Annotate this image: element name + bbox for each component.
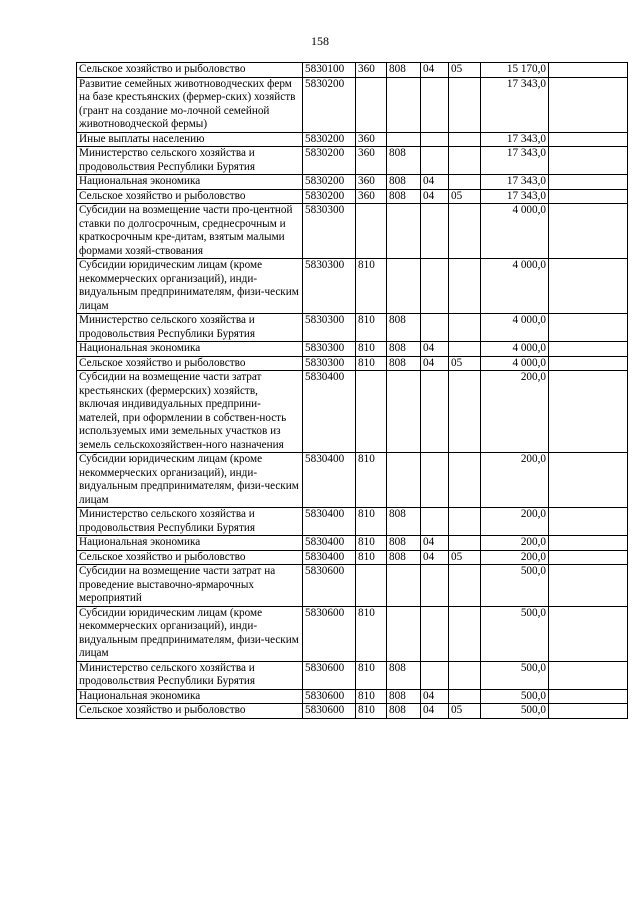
cell-section <box>421 371 449 453</box>
cell-section: 04 <box>421 704 449 719</box>
cell-target-code: 5830600 <box>303 689 356 704</box>
cell-expense-type <box>356 565 387 607</box>
cell-ministry-code <box>387 453 421 508</box>
cell-empty <box>549 175 628 190</box>
cell-ministry-code: 808 <box>387 508 421 536</box>
cell-empty <box>549 147 628 175</box>
cell-subsection <box>449 259 481 314</box>
cell-section: 04 <box>421 189 449 204</box>
table-row <box>77 175 628 190</box>
cell-subsection <box>449 689 481 704</box>
table-row <box>77 550 628 565</box>
cell-subsection <box>449 147 481 175</box>
cell-subsection: 05 <box>449 704 481 719</box>
cell-name: Национальная экономика <box>77 342 303 357</box>
cell-expense-type: 810 <box>356 342 387 357</box>
table-row <box>77 704 628 719</box>
cell-name: Национальная экономика <box>77 536 303 551</box>
budget-table <box>76 62 628 719</box>
cell-name: Субсидии на возмещение части про-центной ставки по долгосрочным, среднесрочным и краткосрочным кре-дитам, взятым малыми формами хозяй-ствования <box>77 204 303 259</box>
cell-ministry-code: 808 <box>387 356 421 371</box>
table-row <box>77 565 628 607</box>
cell-target-code: 5830200 <box>303 77 356 132</box>
table-row <box>77 77 628 132</box>
cell-amount: 15 170,0 <box>481 63 549 78</box>
cell-empty <box>549 689 628 704</box>
cell-section <box>421 661 449 689</box>
cell-ministry-code: 808 <box>387 63 421 78</box>
table-row <box>77 63 628 78</box>
cell-target-code: 5830200 <box>303 175 356 190</box>
cell-subsection <box>449 314 481 342</box>
cell-ministry-code <box>387 77 421 132</box>
cell-target-code: 5830300 <box>303 314 356 342</box>
cell-subsection <box>449 536 481 551</box>
cell-section: 04 <box>421 536 449 551</box>
cell-subsection <box>449 342 481 357</box>
cell-ministry-code <box>387 606 421 661</box>
cell-empty <box>549 565 628 607</box>
cell-subsection <box>449 371 481 453</box>
table-row <box>77 606 628 661</box>
cell-expense-type: 810 <box>356 661 387 689</box>
cell-amount: 200,0 <box>481 508 549 536</box>
cell-name: Министерство сельского хозяйства и продовольствия Республики Бурятия <box>77 147 303 175</box>
cell-name: Иные выплаты населению <box>77 132 303 147</box>
cell-empty <box>549 704 628 719</box>
cell-ministry-code <box>387 204 421 259</box>
cell-empty <box>549 204 628 259</box>
cell-section: 04 <box>421 550 449 565</box>
cell-ministry-code: 808 <box>387 536 421 551</box>
cell-expense-type <box>356 77 387 132</box>
cell-target-code: 5830400 <box>303 453 356 508</box>
cell-amount: 4 000,0 <box>481 259 549 314</box>
cell-empty <box>549 536 628 551</box>
cell-target-code: 5830600 <box>303 565 356 607</box>
cell-section <box>421 453 449 508</box>
table-row <box>77 189 628 204</box>
cell-expense-type: 810 <box>356 536 387 551</box>
cell-amount: 200,0 <box>481 371 549 453</box>
cell-ministry-code: 808 <box>387 314 421 342</box>
cell-empty <box>549 314 628 342</box>
cell-expense-type: 810 <box>356 508 387 536</box>
cell-amount: 4 000,0 <box>481 314 549 342</box>
cell-target-code: 5830300 <box>303 204 356 259</box>
cell-name: Развитие семейных животноводческих ферм на базе крестьянских (фермер-ских) хозяйств (грант на создание мо-лочной семейной животноводческой фермы) <box>77 77 303 132</box>
cell-subsection: 05 <box>449 189 481 204</box>
cell-name: Сельское хозяйство и рыболовство <box>77 704 303 719</box>
cell-amount: 17 343,0 <box>481 189 549 204</box>
cell-section: 04 <box>421 342 449 357</box>
table-row <box>77 147 628 175</box>
table-row <box>77 314 628 342</box>
cell-target-code: 5830300 <box>303 342 356 357</box>
cell-ministry-code: 808 <box>387 704 421 719</box>
cell-empty <box>549 453 628 508</box>
cell-empty <box>549 259 628 314</box>
cell-expense-type: 810 <box>356 689 387 704</box>
cell-amount: 17 343,0 <box>481 147 549 175</box>
cell-name: Сельское хозяйство и рыболовство <box>77 550 303 565</box>
cell-ministry-code <box>387 132 421 147</box>
cell-amount: 500,0 <box>481 689 549 704</box>
cell-name: Министерство сельского хозяйства и продовольствия Республики Бурятия <box>77 314 303 342</box>
cell-subsection: 05 <box>449 550 481 565</box>
cell-subsection <box>449 661 481 689</box>
table-row <box>77 536 628 551</box>
cell-expense-type: 810 <box>356 356 387 371</box>
cell-expense-type: 360 <box>356 63 387 78</box>
cell-section: 04 <box>421 175 449 190</box>
cell-section <box>421 565 449 607</box>
cell-name: Сельское хозяйство и рыболовство <box>77 63 303 78</box>
cell-name: Субсидии на возмещение части затрат крестьянских (фермерских) хозяйств, включая индивидуальных предприни-мателей, при оформлении в собствен-ность используемых ими земельных участков из земель сельскохозяйствен-ного назначения <box>77 371 303 453</box>
cell-target-code: 5830300 <box>303 356 356 371</box>
cell-expense-type: 360 <box>356 189 387 204</box>
table-row <box>77 342 628 357</box>
cell-name: Национальная экономика <box>77 689 303 704</box>
cell-subsection <box>449 565 481 607</box>
cell-section: 04 <box>421 63 449 78</box>
cell-expense-type: 810 <box>356 259 387 314</box>
cell-subsection <box>449 453 481 508</box>
cell-amount: 200,0 <box>481 453 549 508</box>
table-row <box>77 356 628 371</box>
cell-empty <box>549 77 628 132</box>
cell-empty <box>549 508 628 536</box>
cell-amount: 17 343,0 <box>481 132 549 147</box>
cell-subsection <box>449 508 481 536</box>
cell-section <box>421 314 449 342</box>
cell-expense-type: 360 <box>356 147 387 175</box>
cell-target-code: 5830200 <box>303 147 356 175</box>
cell-subsection <box>449 175 481 190</box>
table-row <box>77 259 628 314</box>
table-row <box>77 371 628 453</box>
cell-empty <box>549 356 628 371</box>
cell-empty <box>549 342 628 357</box>
cell-subsection <box>449 606 481 661</box>
cell-amount: 500,0 <box>481 661 549 689</box>
cell-expense-type: 360 <box>356 132 387 147</box>
cell-ministry-code: 808 <box>387 175 421 190</box>
cell-target-code: 5830200 <box>303 132 356 147</box>
cell-name: Субсидии юридическим лицам (кроме некоммерческих организаций), инди-видуальным предпринимателям, физи-ческим лицам <box>77 606 303 661</box>
cell-amount: 500,0 <box>481 606 549 661</box>
cell-target-code: 5830200 <box>303 189 356 204</box>
cell-name: Сельское хозяйство и рыболовство <box>77 189 303 204</box>
cell-target-code: 5830400 <box>303 550 356 565</box>
cell-expense-type: 810 <box>356 606 387 661</box>
cell-target-code: 5830600 <box>303 704 356 719</box>
budget-table-body <box>77 63 628 719</box>
cell-name: Министерство сельского хозяйства и продовольствия Республики Бурятия <box>77 508 303 536</box>
cell-expense-type: 360 <box>356 175 387 190</box>
cell-expense-type <box>356 371 387 453</box>
cell-amount: 200,0 <box>481 536 549 551</box>
cell-amount: 17 343,0 <box>481 77 549 132</box>
cell-section <box>421 259 449 314</box>
cell-target-code: 5830600 <box>303 606 356 661</box>
table-row <box>77 689 628 704</box>
cell-ministry-code <box>387 371 421 453</box>
cell-section <box>421 204 449 259</box>
cell-name: Сельское хозяйство и рыболовство <box>77 356 303 371</box>
cell-empty <box>549 661 628 689</box>
cell-amount: 200,0 <box>481 550 549 565</box>
cell-section <box>421 606 449 661</box>
cell-subsection <box>449 132 481 147</box>
cell-ministry-code: 808 <box>387 147 421 175</box>
cell-ministry-code <box>387 565 421 607</box>
table-row <box>77 508 628 536</box>
cell-target-code: 5830400 <box>303 371 356 453</box>
cell-subsection <box>449 204 481 259</box>
cell-amount: 4 000,0 <box>481 342 549 357</box>
cell-amount: 4 000,0 <box>481 204 549 259</box>
cell-subsection: 05 <box>449 63 481 78</box>
cell-expense-type: 810 <box>356 314 387 342</box>
cell-section <box>421 132 449 147</box>
cell-ministry-code: 808 <box>387 342 421 357</box>
cell-ministry-code <box>387 259 421 314</box>
cell-section <box>421 147 449 175</box>
cell-name: Субсидии юридическим лицам (кроме некоммерческих организаций), инди-видуальным предпринимателям, физи-ческим лицам <box>77 259 303 314</box>
cell-subsection: 05 <box>449 356 481 371</box>
cell-name: Субсидии на возмещение части затрат на проведение выставочно-ярмарочных мероприятий <box>77 565 303 607</box>
cell-target-code: 5830300 <box>303 259 356 314</box>
cell-expense-type: 810 <box>356 704 387 719</box>
cell-target-code: 5830600 <box>303 661 356 689</box>
cell-empty <box>549 550 628 565</box>
cell-amount: 17 343,0 <box>481 175 549 190</box>
cell-section: 04 <box>421 356 449 371</box>
page-number: 158 <box>311 34 329 48</box>
cell-empty <box>549 189 628 204</box>
cell-empty <box>549 132 628 147</box>
cell-empty <box>549 371 628 453</box>
cell-ministry-code: 808 <box>387 189 421 204</box>
cell-name: Национальная экономика <box>77 175 303 190</box>
cell-expense-type: 810 <box>356 550 387 565</box>
cell-empty <box>549 63 628 78</box>
cell-target-code: 5830100 <box>303 63 356 78</box>
cell-amount: 500,0 <box>481 565 549 607</box>
cell-target-code: 5830400 <box>303 508 356 536</box>
table-row <box>77 204 628 259</box>
cell-subsection <box>449 77 481 132</box>
cell-amount: 4 000,0 <box>481 356 549 371</box>
cell-ministry-code: 808 <box>387 550 421 565</box>
cell-ministry-code: 808 <box>387 689 421 704</box>
cell-target-code: 5830400 <box>303 536 356 551</box>
cell-section: 04 <box>421 689 449 704</box>
cell-section <box>421 77 449 132</box>
table-row <box>77 132 628 147</box>
cell-name: Субсидии юридическим лицам (кроме некоммерческих организаций), инди-видуальным предпринимателям, физи-ческим лицам <box>77 453 303 508</box>
cell-section <box>421 508 449 536</box>
cell-ministry-code: 808 <box>387 661 421 689</box>
cell-name: Министерство сельского хозяйства и продовольствия Республики Бурятия <box>77 661 303 689</box>
cell-empty <box>549 606 628 661</box>
cell-expense-type <box>356 204 387 259</box>
table-row <box>77 453 628 508</box>
cell-expense-type: 810 <box>356 453 387 508</box>
table-row <box>77 661 628 689</box>
cell-amount: 500,0 <box>481 704 549 719</box>
